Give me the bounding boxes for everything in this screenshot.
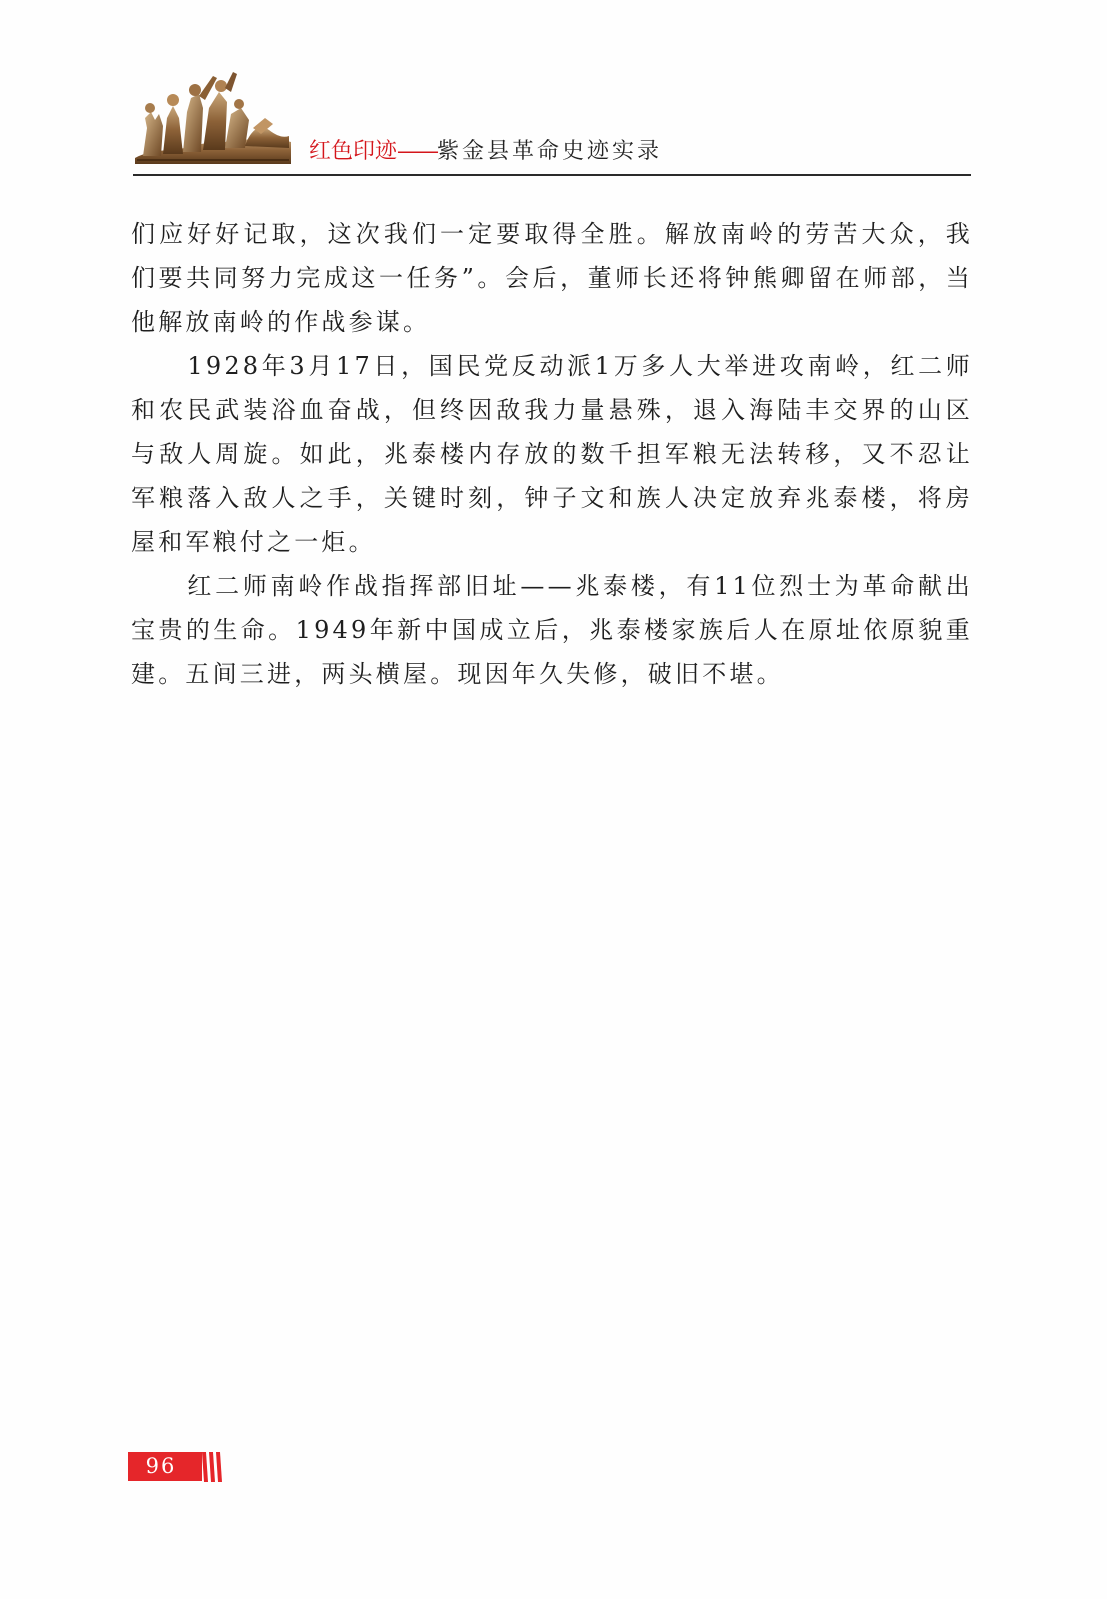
page-body	[131, 212, 973, 696]
page-number: 96	[145, 1454, 177, 1478]
paragraph-3: 红二师南岭作战指挥部旧址——兆泰楼，有11位烈士为革命献出宝贵的生命。1949年新中国成立后，兆泰楼家族后人在原址依原貌重建。五间三进，两头横屋。现因年久失修，破旧不堪。	[131, 572, 973, 688]
paragraph-2: 1928年3月17日，国民党反动派1万多人大举进攻南岭，红二师和农民武装浴血奋战，但终因敌我力量悬殊，退入海陆丰交界的山区与敌人周旋。如此，兆泰楼内存放的数千担军粮无法转移，又不忍让军粮落入敌人之手，关键时刻，钟子文和族人决定放弃兆泰楼，将房屋和军粮付之一炬。	[131, 352, 973, 556]
header-series-name: 红色印迹	[309, 139, 398, 164]
header-rule	[133, 174, 971, 176]
running-header	[133, 68, 971, 180]
header-book-subtitle: 紫金县革命史迹实录	[437, 139, 663, 164]
revolutionary-sculpture-icon	[133, 68, 293, 168]
decorative-slashes-icon	[202, 1452, 224, 1482]
paragraph-1: 们应好好记取，这次我们一定要取得全胜。解放南岭的劳苦大众，我们要共同努力完成这一任务”。会后，董师长还将钟熊卿留在师部，当他解放南岭的作战参谋。	[131, 220, 973, 336]
header-title	[309, 138, 662, 166]
header-dash: ——	[397, 139, 438, 164]
